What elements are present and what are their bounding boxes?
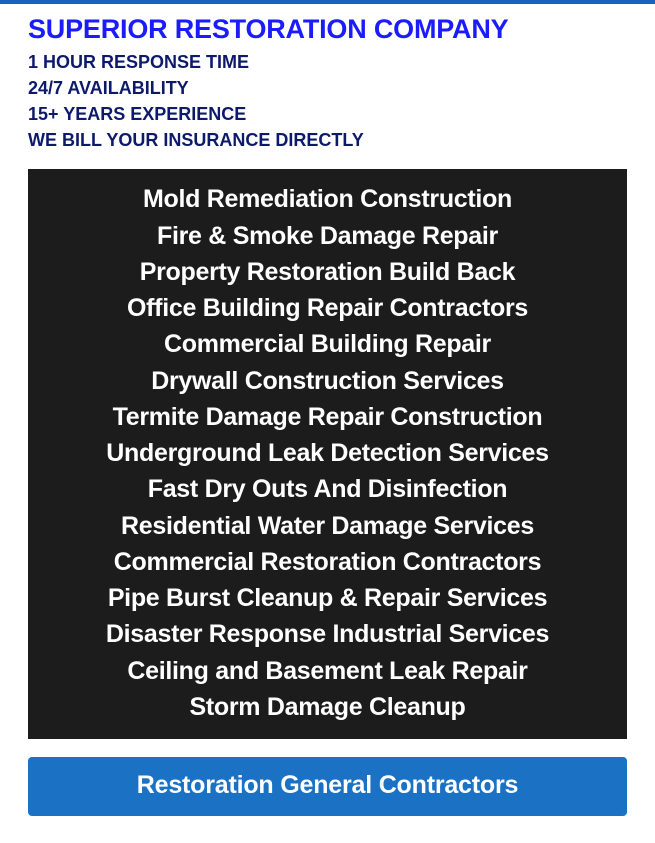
list-item: Commercial Building Repair [164, 330, 491, 359]
list-item: Termite Damage Repair Construction [112, 402, 543, 431]
tagline-insurance: WE BILL YOUR INSURANCE DIRECTLY [28, 130, 364, 151]
page-title: SUPERIOR RESTORATION COMPANY [28, 14, 509, 44]
cta-container [28, 757, 627, 816]
tagline-response-time: 1 HOUR RESPONSE TIME [28, 52, 250, 73]
list-item: Fire & Smoke Damage Repair [157, 221, 498, 250]
services-list [28, 169, 627, 739]
list-item: Property Restoration Build Back [139, 257, 516, 286]
list-item: Ceiling and Basement Leak Repair [127, 656, 528, 685]
list-item: Drywall Construction Services [151, 366, 504, 395]
list-item: Mold Remediation Construction [142, 185, 513, 214]
tagline-availability: 24/7 AVAILABILITY [28, 78, 189, 99]
list-item: Office Building Repair Contractors [127, 294, 528, 323]
list-item: Underground Leak Detection Services [106, 439, 549, 468]
list-item: Commercial Restoration Contractors [113, 547, 542, 576]
list-item: Storm Damage Cleanup [189, 692, 466, 721]
restoration-general-contractors-button[interactable]: Restoration General Contractors [28, 757, 627, 816]
header [0, 4, 655, 153]
list-item: Residential Water Damage Services [121, 511, 534, 540]
list-item: Disaster Response Industrial Services [105, 620, 550, 649]
tagline-experience: 15+ YEARS EXPERIENCE [28, 104, 247, 125]
list-item: Pipe Burst Cleanup & Repair Services [107, 584, 548, 613]
list-item: Fast Dry Outs And Disinfection [147, 475, 508, 504]
